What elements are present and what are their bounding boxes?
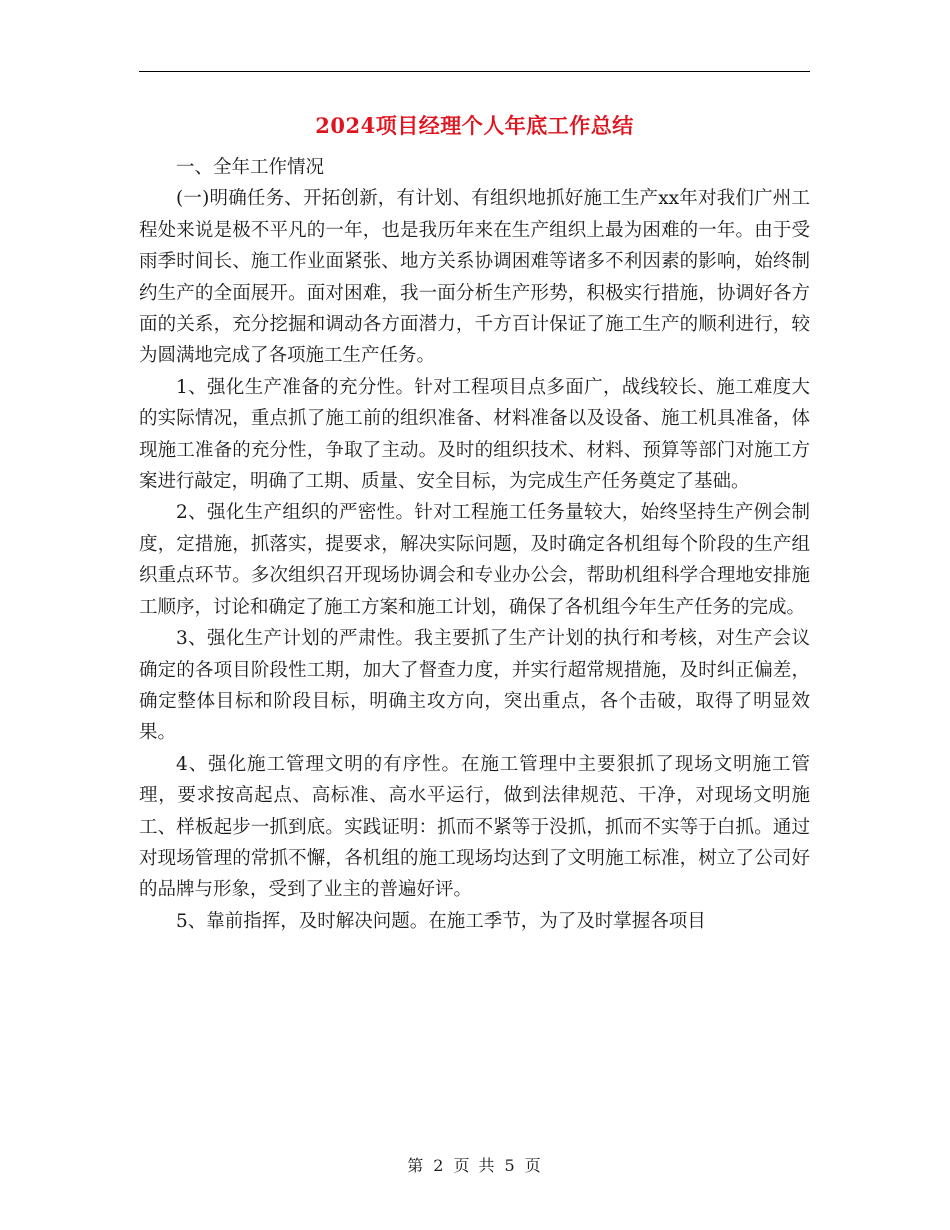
document-title: 2024项目经理个人年底工作总结 [315,113,634,138]
page-footer [0,1153,950,1176]
paragraph: 4、强化施工管理文明的有序性。在施工管理中主要狠抓了现场文明施工管理，要求按高起点、高标准、高水平运行，做到法律规范、干净，对现场文明施工、样板起步一抓到底。实践证明：抓而不紧等于没抓，抓而不实等于白抓。通过对现场管理的常抓不懈，各机组的施工现场均达到了文明施工标准，树立了公司好的品牌与形象，受到了业主的普遍好评。 [139,753,810,901]
paragraph: 3、强化生产计划的严肃性。我主要抓了生产计划的执行和考核，对生产会议确定的各项目阶段性工期，加大了督查力度，并实行超常规措施，及时纠正偏差，确定整体目标和阶段目标，明确主攻方向，突出重点，各个击破，取得了明显效果。 [139,628,810,744]
paragraph: 2、强化生产组织的严密性。针对工程施工任务量较大，始终坚持生产例会制度，定措施，抓落实，提要求，解决实际问题，及时确定各机组每个阶段的生产组织重点环节。多次组织召开现场协调会和专业办公会，帮助机组科学合理地安排施工顺序，讨论和确定了施工方案和施工计划，确保了各机组今年生产任务的完成。 [139,502,810,618]
footer-middle: 页 共 [453,1156,497,1175]
footer-current-page: 2 [433,1156,446,1175]
footer-total-pages: 5 [504,1156,517,1175]
paragraph: 5、靠前指挥，及时解决问题。在施工季节，为了及时掌握各项目 [176,910,706,932]
header-rule [139,71,810,72]
paragraph: 1、强化生产准备的充分性。针对工程项目点多面广，战线较长、施工难度大的实际情况，重点抓了施工前的组织准备、材料准备以及设备、施工机具准备，体现施工准备的充分性，争取了主动。及时的组织技术、材料、预算等部门对施工方案进行敲定，明确了工期、质量、安全目标，为完成生产任务奠定了基础。 [139,376,810,493]
document-body [139,152,810,937]
section-heading: 一、全年工作情况 [176,157,325,178]
paragraph: (一)明确任务、开拓创新，有计划、有组织地抓好施工生产xx年对我们广州工程处来说是极不平凡的一年，也是我历年来在生产组织上最为困难的一年。由于受雨季时间长、施工作业面紧张、地方关系协调困难等诸多不利因素的影响，始终制约生产的全面展开。面对困难，我一面分析生产形势，积极实行措施，协调好各方面的关系，充分挖掘和调动各方面潜力，千方百计保证了施工生产的顺利进行，较为圆满地完成了各项施工生产任务。 [139,188,810,367]
footer-suffix: 页 [524,1156,543,1175]
footer-prefix: 第 [407,1156,426,1175]
